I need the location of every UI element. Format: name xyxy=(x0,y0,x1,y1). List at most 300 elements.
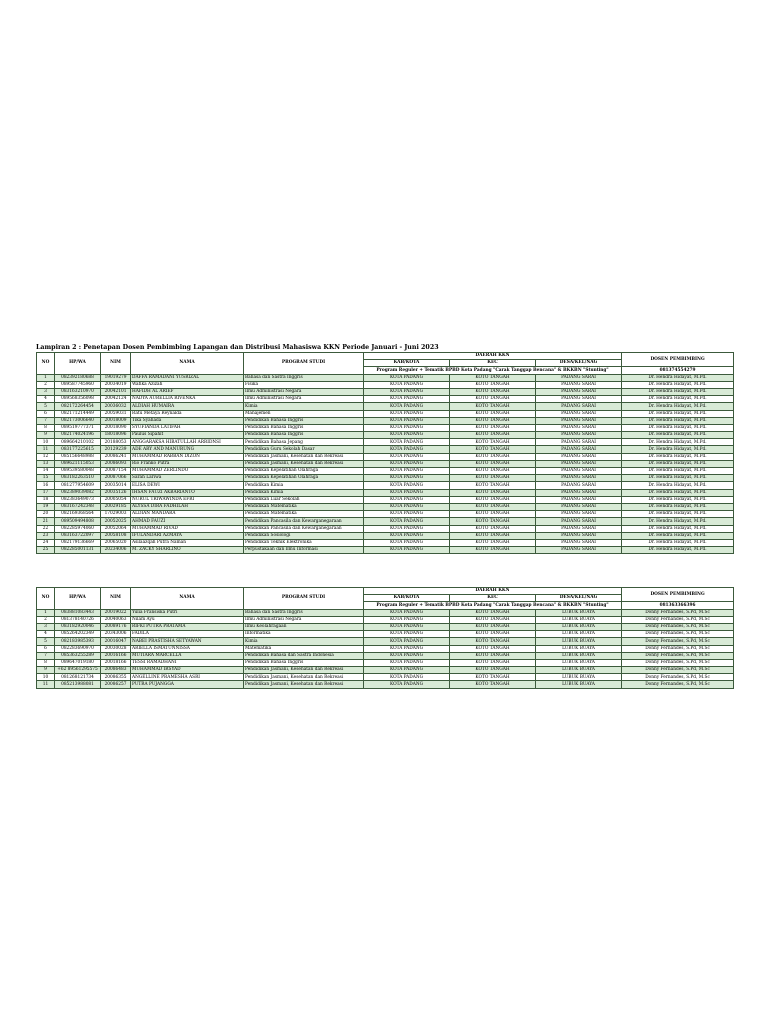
cell-dosen: Donny Fernandes, S.Pd, M.Sc xyxy=(622,638,734,645)
cell-hp: 089519777371 xyxy=(55,424,101,431)
table-row xyxy=(37,496,734,503)
cell-dosen: Dr. Hendra Hidayat, M.Pd. xyxy=(622,432,734,439)
cell-no: 3 xyxy=(37,388,55,395)
cell-kab: KOTA PADANG xyxy=(364,652,450,659)
cell-desa: LUBUK BUAYA xyxy=(536,659,622,666)
table-row xyxy=(37,489,734,496)
cell-dosen: Dr. Hendra Hidayat, M.Pd. xyxy=(622,482,734,489)
cell-no: 23 xyxy=(37,532,55,539)
cell-dosen: Dr. Hendra Hidayat, M.Pd. xyxy=(622,518,734,525)
cell-no: 5 xyxy=(37,638,55,645)
cell-hp: 082389039082 xyxy=(55,489,101,496)
cell-kab: KOTA PADANG xyxy=(364,482,450,489)
cell-hp: 081378140726 xyxy=(55,616,101,623)
table-row xyxy=(37,547,734,554)
cell-prodi: Perpustakaan dan Ilmu Informasi xyxy=(244,547,364,554)
cell-desa: PADANG SARAI xyxy=(536,417,622,424)
cell-kab: KOTA PADANG xyxy=(364,432,450,439)
cell-no: 19 xyxy=(37,503,55,510)
cell-prodi: Pendidikan Bahasa Inggris xyxy=(244,659,364,666)
cell-no: 17 xyxy=(37,489,55,496)
cell-hp: 089664210102 xyxy=(55,439,101,446)
cell-prodi: Informatika xyxy=(244,631,364,638)
cell-nama: TESSI RAMADHANI xyxy=(131,659,244,666)
cell-nim: 20052025 xyxy=(101,518,131,525)
cell-nama: PUTRA PUJANGGA xyxy=(131,681,244,688)
header-daerah: DAERAH KKN xyxy=(364,353,622,360)
header-desa: DESA/KEL/NAG xyxy=(536,595,622,602)
cell-nim: 20016047 xyxy=(101,638,131,645)
cell-prodi: Pendidikan Jasmani, Kesehatan dan Rekreasi xyxy=(244,453,364,460)
dosen-phone: 081363366396 xyxy=(622,602,734,609)
cell-kec: KOTO TANGAH xyxy=(450,539,536,546)
header-nama: NAMA xyxy=(131,353,244,375)
table-row xyxy=(37,539,734,546)
cell-kec: KOTO TANGAH xyxy=(450,645,536,652)
header-no: NO xyxy=(37,588,55,610)
cell-desa: LUBUK BUAYA xyxy=(536,638,622,645)
cell-no: 8 xyxy=(37,424,55,431)
cell-desa: LUBUK BUAYA xyxy=(536,609,622,616)
cell-desa: PADANG SARAI xyxy=(536,518,622,525)
cell-kec: KOTO TANGAH xyxy=(450,475,536,482)
cell-kab: KOTA PADANG xyxy=(364,475,450,482)
cell-nim: 20042101 xyxy=(101,388,131,395)
cell-desa: LUBUK BUAYA xyxy=(536,631,622,638)
cell-dosen: Dr. Hendra Hidayat, M.Pd. xyxy=(622,539,734,546)
cell-dosen: Dr. Hendra Hidayat, M.Pd. xyxy=(622,503,734,510)
cell-no: 24 xyxy=(37,539,55,546)
cell-nim: 20030028 xyxy=(101,645,131,652)
cell-desa: PADANG SARAI xyxy=(536,511,622,518)
table-row xyxy=(37,503,734,510)
table-row xyxy=(37,667,734,674)
cell-kec: KOTO TANGAH xyxy=(450,396,536,403)
cell-prodi: Pendidikan Teknik Elektronika xyxy=(244,539,364,546)
cell-kec: KOTO TANGAH xyxy=(450,652,536,659)
cell-hp: 081277954609 xyxy=(55,482,101,489)
cell-nim: 17029003 xyxy=(101,511,131,518)
cell-kab: KOTA PADANG xyxy=(364,496,450,503)
cell-dosen: Donny Fernandes, S.Pd, M.Sc xyxy=(622,609,734,616)
cell-nim: 20087066 xyxy=(101,475,131,482)
cell-no: 22 xyxy=(37,525,55,532)
cell-desa: PADANG SARAI xyxy=(536,388,622,395)
cell-kec: KOTO TANGAH xyxy=(450,460,536,467)
cell-nama: DAFFA RAMADANI YUSRIZAL xyxy=(131,374,244,381)
cell-prodi: Pendidikan Kepelatihan Olahraga xyxy=(244,468,364,475)
header-hp: HP/WA xyxy=(55,353,101,375)
cell-no: 10 xyxy=(37,674,55,681)
cell-dosen: Dr. Hendra Hidayat, M.Pd. xyxy=(622,532,734,539)
cell-hp: 089621115053 xyxy=(55,460,101,467)
header-daerah: DAERAH KKN xyxy=(364,588,622,595)
document-title: Lampiran 2 : Penetapan Dosen Pembimbing Lapangan dan Distribusi Mahasiswa KKN Periode Januari - Juni 2023 xyxy=(36,344,439,351)
cell-hp: 089587745960 xyxy=(55,381,101,388)
cell-nim: 20005054 xyxy=(101,496,131,503)
table-row xyxy=(37,532,734,539)
cell-hp: 082174024196 xyxy=(55,432,101,439)
cell-nama: Asilaazqah Putra Naman xyxy=(131,539,244,546)
header-kab: KAB/KOTA xyxy=(364,360,450,367)
cell-nim: 20018090 xyxy=(101,424,131,431)
cell-prodi: Pendidikan Guru Sekolah Dasar xyxy=(244,446,364,453)
cell-nim: 20086355 xyxy=(101,674,131,681)
cell-desa: PADANG SARAI xyxy=(536,482,622,489)
cell-dosen: Donny Fernandes, S.Pd, M.Sc xyxy=(622,681,734,688)
cell-kab: KOTA PADANG xyxy=(364,446,450,453)
cell-dosen: Dr. Hendra Hidayat, M.Pd. xyxy=(622,439,734,446)
cell-kab: KOTA PADANG xyxy=(364,388,450,395)
cell-nama: ANGELLINE PRAMESHA ASRI xyxy=(131,674,244,681)
cell-kec: KOTO TANGAH xyxy=(450,453,536,460)
cell-dosen: Donny Fernandes, S.Pd, M.Sc xyxy=(622,674,734,681)
cell-dosen: Dr. Hendra Hidayat, M.Pd. xyxy=(622,403,734,410)
cell-dosen: Donny Fernandes, S.Pd, M.Sc xyxy=(622,659,734,666)
cell-dosen: Dr. Hendra Hidayat, M.Pd. xyxy=(622,468,734,475)
cell-nim: 20052064 xyxy=(101,525,131,532)
cell-hp: 081268121734 xyxy=(55,674,101,681)
cell-desa: PADANG SARAI xyxy=(536,539,622,546)
program-label: Program Reguler + Tematik BPBD Kota Padang "Carak Tanggap Bencana" & BKKBN "Stunting" xyxy=(364,602,622,609)
cell-prodi: Pendidikan Pancasila dan Kewarganegaraan xyxy=(244,518,364,525)
cell-no: 2 xyxy=(37,616,55,623)
table-row xyxy=(37,616,734,623)
cell-desa: LUBUK BUAYA xyxy=(536,674,622,681)
cell-nama: ALDIAH HUMAIRA xyxy=(131,403,244,410)
cell-nama: SYUFIANDA LATIFAH xyxy=(131,424,244,431)
cell-kec: KOTO TANGAH xyxy=(450,511,536,518)
cell-kab: KOTA PADANG xyxy=(364,460,450,467)
cell-hp: 082285974060 xyxy=(55,525,101,532)
cell-nim: 20086093 xyxy=(101,460,131,467)
cell-dosen: Donny Fernandes, S.Pd, M.Sc xyxy=(622,667,734,674)
table-row xyxy=(37,388,734,395)
cell-no: 16 xyxy=(37,482,55,489)
cell-prodi: Pendidikan Bahasa Jepang xyxy=(244,439,364,446)
cell-nim: 20065020 xyxy=(101,539,131,546)
cell-hp: 082285001131 xyxy=(55,547,101,554)
cell-kec: KOTO TANGAH xyxy=(450,496,536,503)
cell-desa: LUBUK BUAYA xyxy=(536,623,622,630)
cell-nim: 20029185 xyxy=(101,503,131,510)
cell-nim: 20019022 xyxy=(101,609,131,616)
cell-prodi: Ilmu Administrasi Negara xyxy=(244,616,364,623)
cell-nama: IFULANDARI AZMAYA xyxy=(131,532,244,539)
cell-dosen: Dr. Hendra Hidayat, M.Pd. xyxy=(622,374,734,381)
cell-nama: MUHAMMAD IRSYAD xyxy=(131,667,244,674)
cell-kab: KOTA PADANG xyxy=(364,503,450,510)
cell-kab: KOTA PADANG xyxy=(364,424,450,431)
program-label: Program Reguler + Tematik BPBD Kota Padang "Carak Tanggap Bencana" & BKKBN "Stunting" xyxy=(364,367,622,374)
cell-hp: 083167242348 xyxy=(55,503,101,510)
cell-dosen: Dr. Hendra Hidayat, M.Pd. xyxy=(622,410,734,417)
cell-kec: KOTO TANGAH xyxy=(450,417,536,424)
table-row xyxy=(37,410,734,417)
cell-hp: 082173006640 xyxy=(55,417,101,424)
cell-hp: 083177225615 xyxy=(55,446,101,453)
cell-prodi: Pendidikan Kimia xyxy=(244,482,364,489)
cell-nama: FADILA xyxy=(131,631,244,638)
cell-no: 18 xyxy=(37,496,55,503)
cell-desa: PADANG SARAI xyxy=(536,460,622,467)
header-hp: HP/WA xyxy=(55,588,101,610)
cell-prodi: Pendidikan Bahasa dan Sastra Indonesia xyxy=(244,652,364,659)
cell-hp: 083182920046 xyxy=(55,623,101,630)
cell-hp: 082179136669 xyxy=(55,539,101,546)
cell-prodi: Ilmu Keolahragaan xyxy=(244,623,364,630)
cell-nama: NADYA AURELLIA RIVENKA xyxy=(131,396,244,403)
header-dosen: DOSEN PEMBIMBING xyxy=(622,588,734,602)
distribution-table-1 xyxy=(36,352,734,554)
cell-nim: 20035126 xyxy=(101,489,131,496)
cell-prodi: Pendidikan Kepelatihan Olahraga xyxy=(244,475,364,482)
cell-kec: KOTO TANGAH xyxy=(450,659,536,666)
cell-desa: LUBUK BUAYA xyxy=(536,616,622,623)
cell-nim: 20089176 xyxy=(101,623,131,630)
cell-no: 11 xyxy=(37,446,55,453)
cell-kec: KOTO TANGAH xyxy=(450,439,536,446)
cell-no: 9 xyxy=(37,667,55,674)
cell-kab: KOTA PADANG xyxy=(364,403,450,410)
cell-nim: 20034019 xyxy=(101,381,131,388)
cell-dosen: Dr. Hendra Hidayat, M.Pd. xyxy=(622,475,734,482)
cell-hp: 082169368564 xyxy=(55,511,101,518)
cell-kec: KOTO TANGAH xyxy=(450,623,536,630)
cell-kec: KOTO TANGAH xyxy=(450,388,536,395)
cell-dosen: Dr. Hendra Hidayat, M.Pd. xyxy=(622,388,734,395)
cell-prodi: Matematika xyxy=(244,645,364,652)
cell-no: 21 xyxy=(37,518,55,525)
cell-hp: 085213988081 xyxy=(55,681,101,688)
cell-nama: Tika Syahada xyxy=(131,417,244,424)
header-nama: NAMA xyxy=(131,588,244,610)
cell-nama: Sarah Lariwa xyxy=(131,475,244,482)
cell-nama: AHMAD FAUZI xyxy=(131,518,244,525)
cell-kab: KOTA PADANG xyxy=(364,539,450,546)
cell-desa: PADANG SARAI xyxy=(536,432,622,439)
table-row xyxy=(37,381,734,388)
cell-nama: RIFKI PUTRA PRATAMA xyxy=(131,623,244,630)
cell-prodi: Pendidikan Jasmani, Kesehatan dan Rekreasi xyxy=(244,674,364,681)
cell-nim: 20018166 xyxy=(101,659,131,666)
cell-prodi: Pendidikan Bahasa Inggris xyxy=(244,432,364,439)
cell-kab: KOTA PADANG xyxy=(364,410,450,417)
cell-desa: PADANG SARAI xyxy=(536,532,622,539)
header-nim: NIM xyxy=(101,588,131,610)
cell-prodi: Kimia xyxy=(244,638,364,645)
cell-hp: 083163210970 xyxy=(55,388,101,395)
table-row xyxy=(37,424,734,431)
cell-no: 3 xyxy=(37,623,55,630)
table-body xyxy=(37,374,734,554)
cell-kab: KOTA PADANG xyxy=(364,453,450,460)
cell-hp: 089568356098 xyxy=(55,396,101,403)
cell-kec: KOTO TANGAH xyxy=(450,616,536,623)
cell-no: 11 xyxy=(37,681,55,688)
cell-desa: PADANG SARAI xyxy=(536,468,622,475)
cell-nim: 18018096 xyxy=(101,432,131,439)
cell-no: 5 xyxy=(37,403,55,410)
cell-hp: 085363255289 xyxy=(55,652,101,659)
cell-kec: KOTO TANGAH xyxy=(450,489,536,496)
cell-kec: KOTO TANGAH xyxy=(450,638,536,645)
cell-nim: 20129239 xyxy=(101,446,131,453)
cell-prodi: Pendidikan Matematika xyxy=(244,511,364,518)
table-row xyxy=(37,525,734,532)
cell-no: 8 xyxy=(37,659,55,666)
cell-nim: 20188053 xyxy=(101,439,131,446)
cell-kab: KOTA PADANG xyxy=(364,381,450,388)
cell-kab: KOTA PADANG xyxy=(364,525,450,532)
cell-hp: 082383649073 xyxy=(55,496,101,503)
table-row xyxy=(37,638,734,645)
table-row xyxy=(37,432,734,439)
header-kab: KAB/KOTA xyxy=(364,595,450,602)
cell-prodi: Kimia xyxy=(244,403,364,410)
cell-nama: MUHAMMAD RABBAN DIZON xyxy=(131,453,244,460)
cell-desa: LUBUK BUAYA xyxy=(536,652,622,659)
cell-prodi: Bahasa dan Sastra Inggris xyxy=(244,609,364,616)
cell-kec: KOTO TANGAH xyxy=(450,667,536,674)
cell-no: 20 xyxy=(37,511,55,518)
cell-desa: PADANG SARAI xyxy=(536,489,622,496)
cell-no: 1 xyxy=(37,609,55,616)
cell-no: 4 xyxy=(37,631,55,638)
cell-hp: +62 89561295575 xyxy=(55,667,101,674)
cell-hp: 082392180688 xyxy=(55,374,101,381)
table-row xyxy=(37,396,734,403)
cell-dosen: Donny Fernandes, S.Pd, M.Sc xyxy=(622,631,734,638)
cell-prodi: Bahasa dan Sastra Inggris xyxy=(244,374,364,381)
cell-hp: 089647019180 xyxy=(55,659,101,666)
cell-dosen: Dr. Hendra Hidayat, M.Pd. xyxy=(622,446,734,453)
cell-prodi: Pendidikan Sosiologi xyxy=(244,532,364,539)
cell-kec: KOTO TANGAH xyxy=(450,374,536,381)
cell-nim: 20042124 xyxy=(101,396,131,403)
cell-dosen: Dr. Hendra Hidayat, M.Pd. xyxy=(622,511,734,518)
cell-kab: KOTA PADANG xyxy=(364,518,450,525)
cell-kab: KOTA PADANG xyxy=(364,659,450,666)
header-desa: DESA/KEL/NAG xyxy=(536,360,622,367)
cell-prodi: Pendidikan Jasmani, Kesehatan dan Rekreasi xyxy=(244,681,364,688)
cell-nama: ARIELLA ISMATUNNISSA xyxy=(131,645,244,652)
table-row xyxy=(37,652,734,659)
cell-kec: KOTO TANGAH xyxy=(450,525,536,532)
cell-kec: KOTO TANGAH xyxy=(450,674,536,681)
table-row xyxy=(37,460,734,467)
cell-kab: KOTA PADANG xyxy=(364,616,450,623)
header-prodi: PROGRAM STUDI xyxy=(244,588,364,610)
cell-prodi: Ilmu Administrasi Negara xyxy=(244,396,364,403)
cell-nama: HAFIDH AL ARIEF xyxy=(131,388,244,395)
distribution-table-2 xyxy=(36,587,734,689)
cell-kec: KOTO TANGAH xyxy=(450,381,536,388)
cell-kec: KOTO TANGAH xyxy=(450,410,536,417)
cell-no: 1 xyxy=(37,374,55,381)
cell-desa: LUBUK BUAYA xyxy=(536,681,622,688)
cell-nama: NURUL TRIWAWINDA EFRI xyxy=(131,496,244,503)
cell-kec: KOTO TANGAH xyxy=(450,609,536,616)
table-row xyxy=(37,453,734,460)
cell-kab: KOTA PADANG xyxy=(364,532,450,539)
cell-desa: LUBUK BUAYA xyxy=(536,645,622,652)
cell-kec: KOTO TANGAH xyxy=(450,503,536,510)
cell-desa: PADANG SARAI xyxy=(536,374,622,381)
cell-nim: 20087154 xyxy=(101,468,131,475)
cell-nama: Wafika Azizah xyxy=(131,381,244,388)
header-nim: NIM xyxy=(101,353,131,375)
table-row xyxy=(37,482,734,489)
cell-no: 13 xyxy=(37,460,55,467)
header-dosen: DOSEN PEMBIMBING xyxy=(622,353,734,367)
cell-hp: 085264202349 xyxy=(55,631,101,638)
cell-no: 25 xyxy=(37,547,55,554)
cell-prodi: Pendidikan Kimia xyxy=(244,489,364,496)
cell-dosen: Dr. Hendra Hidayat, M.Pd. xyxy=(622,460,734,467)
cell-no: 7 xyxy=(37,652,55,659)
cell-kec: KOTO TANGAH xyxy=(450,446,536,453)
cell-dosen: Dr. Hendra Hidayat, M.Pd. xyxy=(622,496,734,503)
header-prodi: PROGRAM STUDI xyxy=(244,353,364,375)
cell-dosen: Dr. Hendra Hidayat, M.Pd. xyxy=(622,424,734,431)
cell-kab: KOTA PADANG xyxy=(364,609,450,616)
cell-desa: PADANG SARAI xyxy=(536,410,622,417)
cell-nim: 20058108 xyxy=(101,532,131,539)
cell-kec: KOTO TANGAH xyxy=(450,631,536,638)
table-row xyxy=(37,403,734,410)
cell-dosen: Dr. Hendra Hidayat, M.Pd. xyxy=(622,489,734,496)
cell-dosen: Dr. Hendra Hidayat, M.Pd. xyxy=(622,417,734,424)
cell-kab: KOTA PADANG xyxy=(364,631,450,638)
cell-nim: 20035014 xyxy=(101,482,131,489)
cell-prodi: Pendidikan Jasmani, Kesehatan dan Rekreasi xyxy=(244,460,364,467)
cell-nama: ELISA DEWI xyxy=(131,482,244,489)
cell-nama: MUHAMMAD RIVAD xyxy=(131,525,244,532)
cell-kab: KOTA PADANG xyxy=(364,645,450,652)
cell-no: 10 xyxy=(37,439,55,446)
cell-desa: PADANG SARAI xyxy=(536,475,622,482)
cell-hp: 083163722097 xyxy=(55,532,101,539)
cell-prodi: Ilmu Administrasi Negara xyxy=(244,388,364,395)
cell-hp: 083182263510 xyxy=(55,475,101,482)
dosen-phone: 081374554279 xyxy=(622,367,734,374)
cell-desa: PADANG SARAI xyxy=(536,446,622,453)
cell-desa: PADANG SARAI xyxy=(536,381,622,388)
cell-nama: ANGGARAKSA HIBATULLAH ARRIDNSI xyxy=(131,439,244,446)
cell-kec: KOTO TANGAH xyxy=(450,482,536,489)
cell-nim: 20086483 xyxy=(101,667,131,674)
cell-desa: PADANG SARAI xyxy=(536,525,622,532)
cell-kec: KOTO TANGAH xyxy=(450,424,536,431)
table-body xyxy=(37,609,734,688)
cell-dosen: Donny Fernandes, S.Pd, M.Sc xyxy=(622,652,734,659)
cell-no: 6 xyxy=(37,410,55,417)
table-row xyxy=(37,439,734,446)
cell-nama: MUHAMMAD ZERLINDO xyxy=(131,468,244,475)
cell-desa: PADANG SARAI xyxy=(536,424,622,431)
cell-kab: KOTA PADANG xyxy=(364,547,450,554)
cell-prodi: Pendidikan Bahasa Inggris xyxy=(244,417,364,424)
cell-kab: KOTA PADANG xyxy=(364,374,450,381)
cell-nim: 20040063 xyxy=(101,616,131,623)
cell-nama: Rio Franko Putra xyxy=(131,460,244,467)
table-row xyxy=(37,446,734,453)
cell-prodi: Pendidikan Luar Sekolah xyxy=(244,496,364,503)
cell-hp: 083881083443 xyxy=(55,609,101,616)
table-row xyxy=(37,674,734,681)
cell-desa: PADANG SARAI xyxy=(536,503,622,510)
